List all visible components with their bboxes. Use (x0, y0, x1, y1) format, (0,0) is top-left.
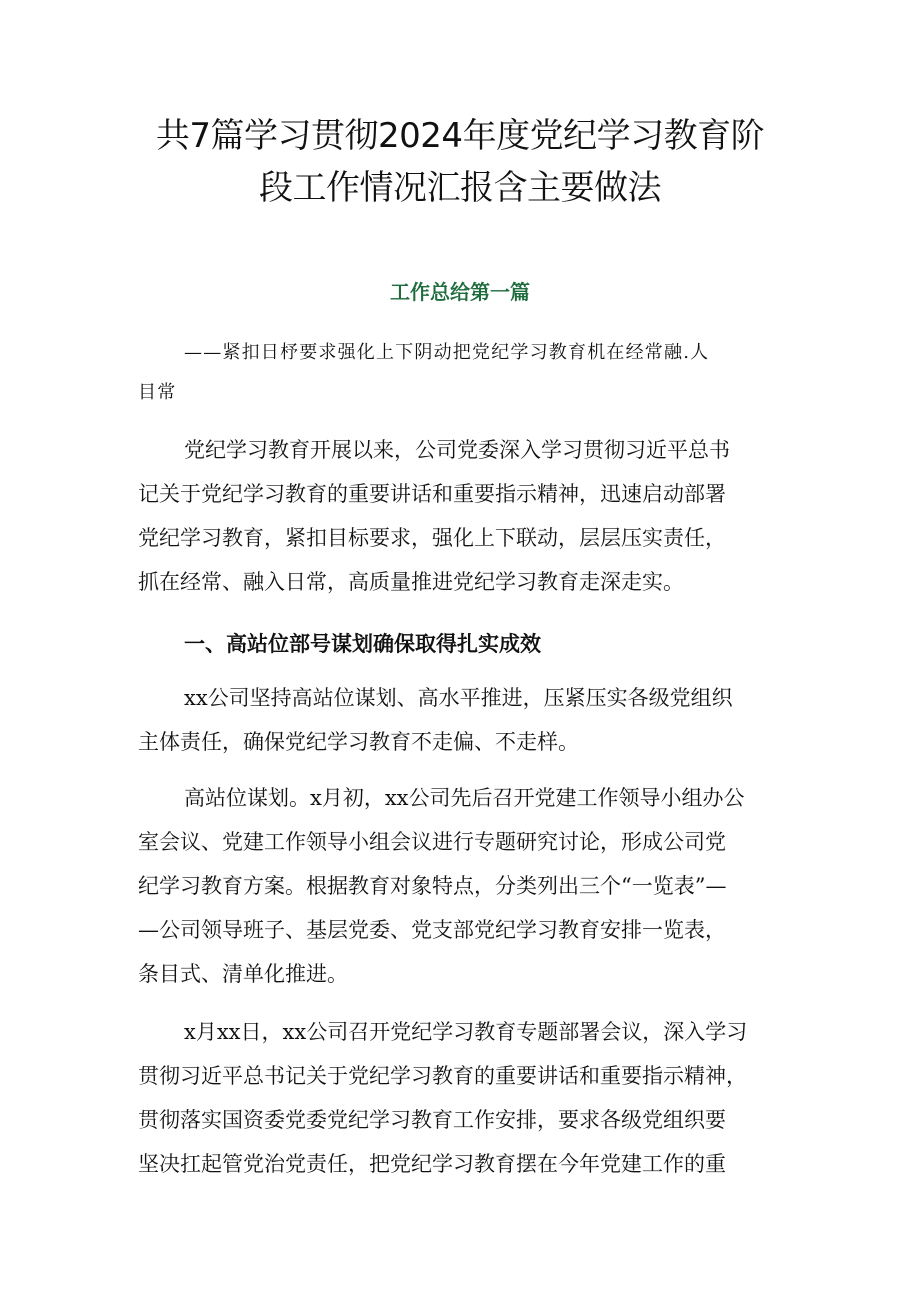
paragraph-line: 记关于党纪学习教育的重要讲话和重要指示精神，迅速启动部署 (138, 482, 726, 506)
subtitle-line-2: 目常 (138, 382, 177, 403)
paragraph-intro (138, 428, 788, 604)
paragraph-line: x月xx日，xx公司召开党纪学习教育专题部署会议，深入学习 (184, 1020, 748, 1044)
paragraph-line: 党纪学习教育开展以来，公司党委深入学习贯彻习近平总书 (184, 438, 730, 462)
paragraph-line: 抓在经常、融入日常，高质量推进党纪学习教育走深走实。 (138, 570, 684, 594)
paragraph-4 (138, 1010, 788, 1186)
paragraph-line: 坚决扛起管党治党责任，把党纪学习教育摆在今年党建工作的重 (138, 1152, 726, 1176)
document-subtitle (138, 333, 788, 413)
paragraph-line: 党纪学习教育，紧扣目标要求，强化上下联动，层层压实责任， (138, 526, 726, 550)
paragraph-line: 主体责任，确保党纪学习教育不走偏、不走样。 (138, 730, 579, 754)
paragraph-line: —公司领导班子、基层党委、党支部党纪学习教育安排一览表， (138, 918, 726, 942)
paragraph-line: 条目式、清单化推进。 (138, 962, 348, 986)
paragraph-line: 贯彻落实国资委党委党纪学习教育工作安排，要求各级党组织要 (138, 1108, 726, 1132)
section-heading: 工作总给第一篇 (390, 280, 530, 304)
title-line-2: 段工作情况汇报含主要做法 (259, 168, 661, 208)
paragraph-line: 纪学习教育方案。根据教育对象特点，分类列出三个“一览表”— (138, 874, 727, 898)
paragraph-line: 高站位谋划。x月初，xx公司先后召开党建工作领导小组办公 (184, 786, 745, 810)
subtitle-line-1: ——紧扣日杼要求强化上下阴动把党纪学习教育机在经常融.人 (184, 342, 710, 363)
paragraph-line: 贯彻习近平总书记关于党纪学习教育的重要讲话和重要指示精神， (138, 1064, 747, 1088)
document-title (100, 110, 820, 214)
paragraph-2 (138, 676, 788, 764)
paragraph-3 (138, 776, 788, 996)
title-line-1: 共7篇学习贯彻2024年度党纪学习教育阶 (155, 116, 765, 156)
paragraph-line: xx公司坚持高站位谋划、高水平推进，压紧压实各级党组织 (184, 686, 733, 710)
heading-level-1: 一、高站位部号谋划确保取得扎实成效 (184, 632, 541, 656)
paragraph-line: 室会议、党建工作领导小组会议进行专题研究讨论，形成公司党 (138, 830, 726, 854)
